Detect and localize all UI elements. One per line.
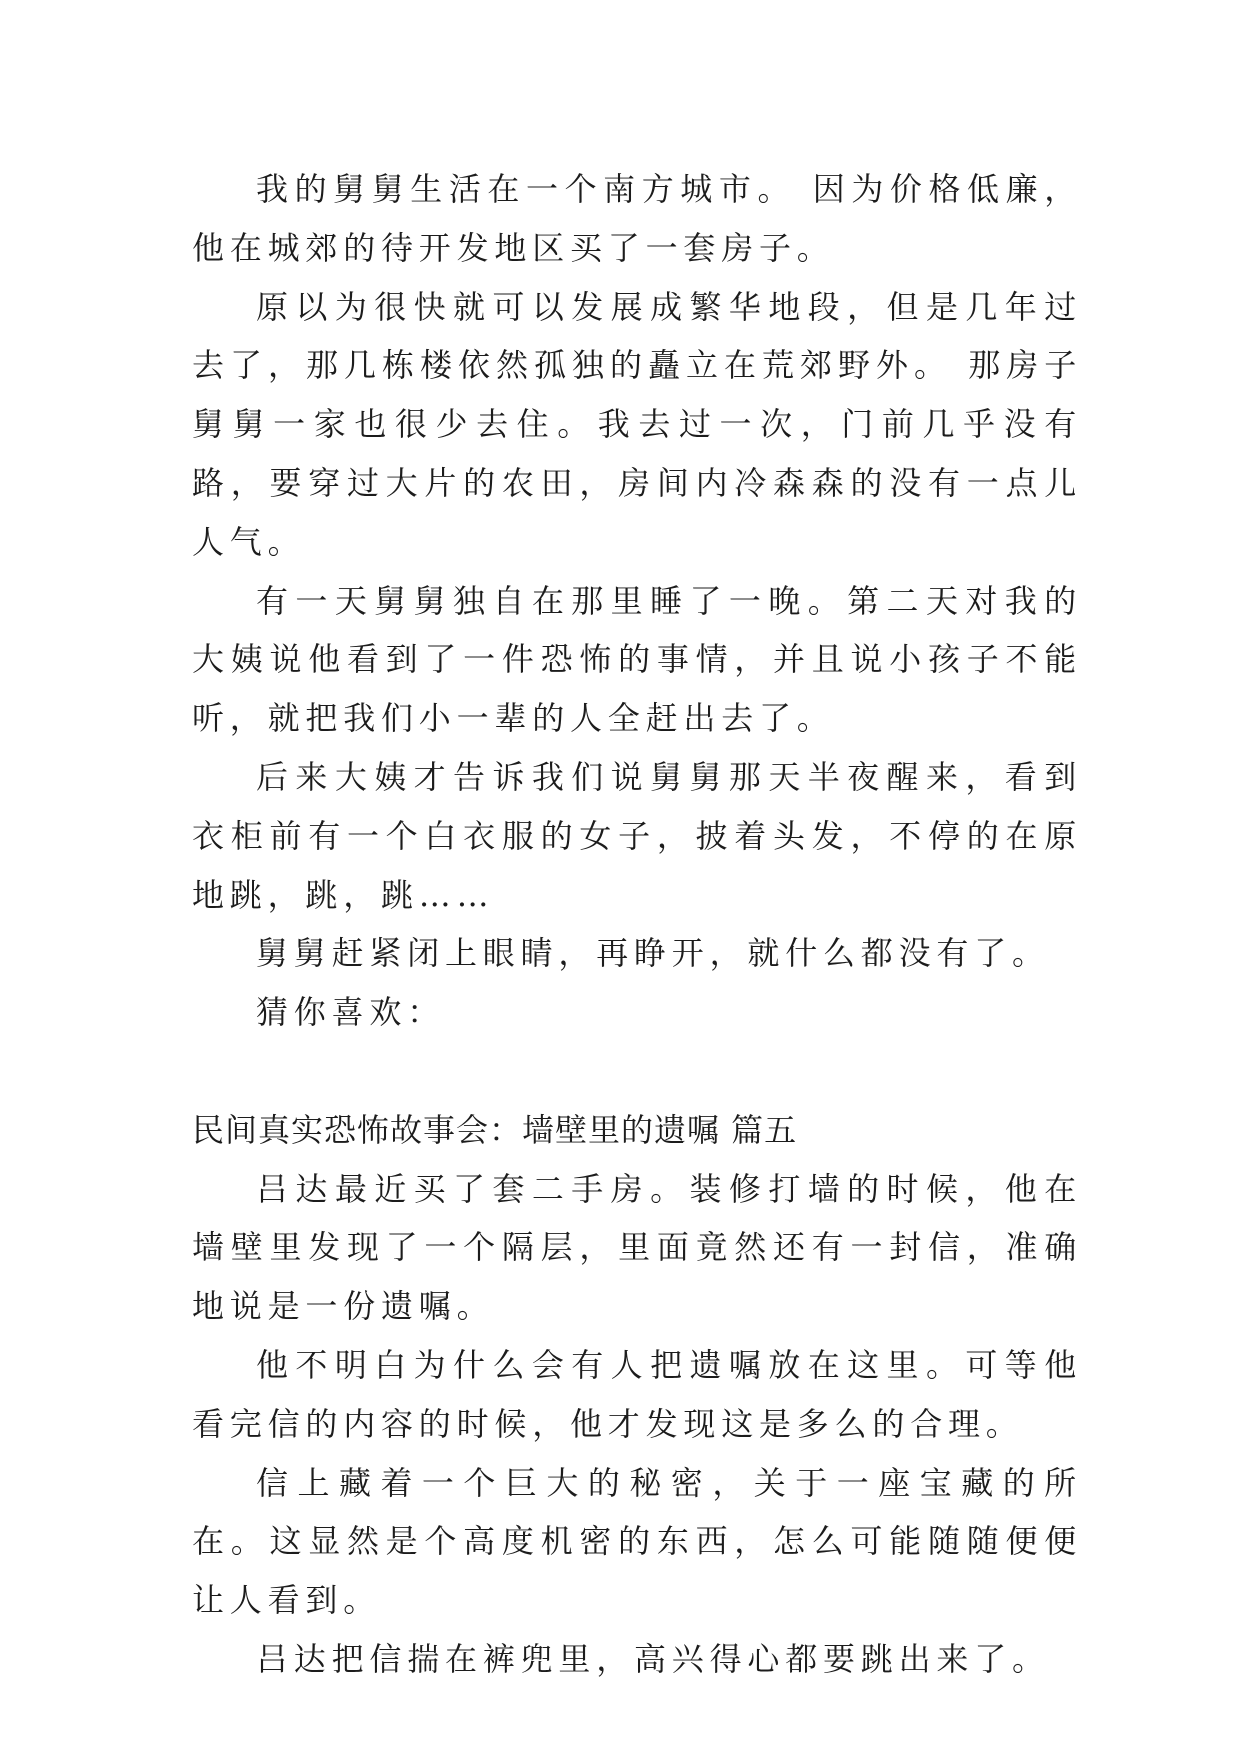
document-body xyxy=(192,160,1082,1689)
paragraph: 后来大姨才告诉我们说舅舅那天半夜醒来，看到衣柜前有一个白衣服的女子，披着头发，不停的在原地跳，跳，跳…… xyxy=(192,757,1082,914)
paragraph: 有一天舅舅独自在那里睡了一晚。第二天对我的大姨说他看到了一件恐怖的事情，并且说小孩子不能听，就把我们小一辈的人全赶出去了。 xyxy=(192,581,1082,738)
section-heading: 民间真实恐怖故事会：墙壁里的遗嘱 篇五 xyxy=(192,1110,798,1149)
paragraph: 原以为很快就可以发展成繁华地段，但是几年过去了，那几栋楼依然孤独的矗立在荒郊野外。 那房子舅舅一家也很少去住。我去过一次，门前几乎没有路，要穿过大片的农田，房间内冷森森的没有一点儿人气。 xyxy=(192,287,1082,561)
paragraph: 舅舅赶紧闭上眼睛，再睁开，就什么都没有了。 xyxy=(256,934,1050,973)
paragraph: 吕达最近买了套二手房。装修打墙的时候，他在墙壁里发现了一个隔层，里面竟然还有一封信，准确地说是一份遗嘱。 xyxy=(192,1169,1082,1326)
paragraph: 我的舅舅生活在一个南方城市。 因为价格低廉，他在城郊的待开发地区买了一套房子。 xyxy=(192,170,1082,267)
paragraph: 吕达把信揣在裤兜里，高兴得心都要跳出来了。 xyxy=(256,1639,1050,1678)
paragraph: 猜你喜欢： xyxy=(256,993,446,1032)
paragraph: 他不明白为什么会有人把遗嘱放在这里。可等他看完信的内容的时候，他才发现这是多么的合理。 xyxy=(192,1345,1082,1443)
paragraph: 信上藏着一个巨大的秘密，关于一座宝藏的所在。这显然是个高度机密的东西，怎么可能随随便便让人看到。 xyxy=(192,1463,1082,1620)
blank-line xyxy=(192,1042,1082,1101)
